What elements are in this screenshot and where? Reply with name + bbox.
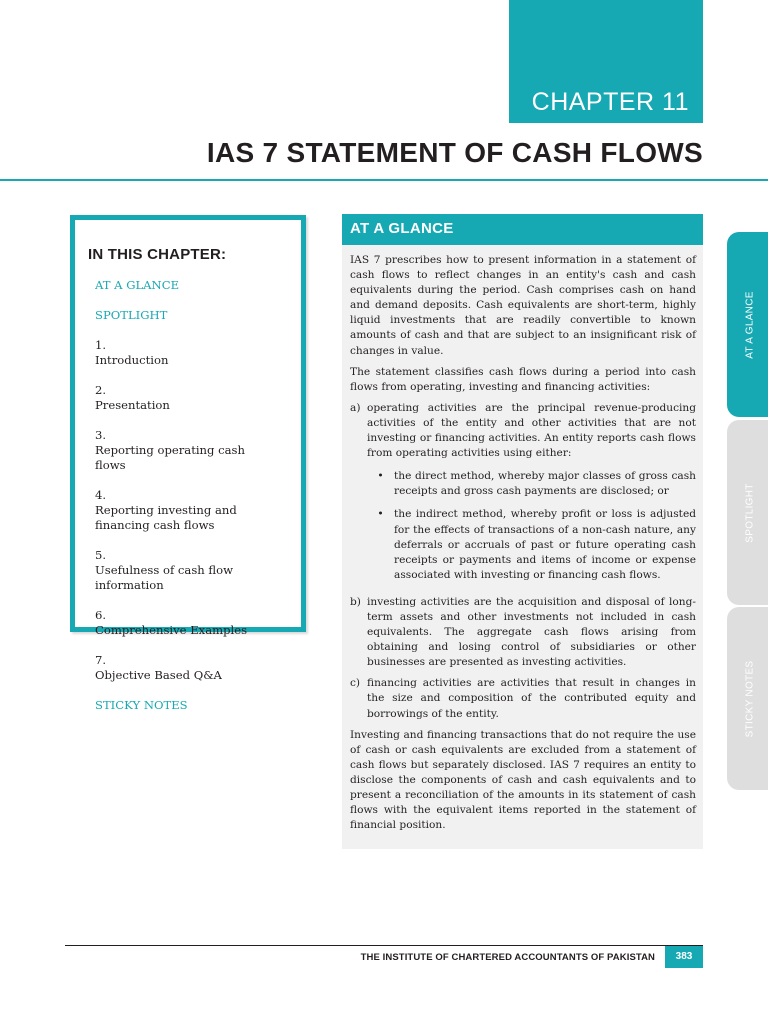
activity-text: investing activities are the acquisition and disposal of long-term assets and other investments not included in cash equivalents. The aggregate cash flows arising from obtaining and losing control of subsidiaries or other businesses are presented as investing activities.	[367, 595, 696, 669]
side-tab-label: STICKY NOTES	[744, 660, 755, 737]
toc-item-label[interactable]: Introduction	[95, 353, 169, 367]
side-tab-at-a-glance[interactable]	[727, 232, 768, 417]
side-tab-spotlight[interactable]	[727, 420, 768, 605]
glance-paragraph: Investing and financing transactions that do not require the use of cash or cash equivalents are excluded from a statement of cash flows but separately disclosed. IAS 7 requires an entity to disclose the components of cash and cash equivalents and to present a reconciliation of the amounts in its statement of cash flows with the equivalent items reported in the statement of financial position.	[350, 728, 696, 832]
at-a-glance-heading: AT A GLANCE	[350, 220, 454, 237]
bullet-item-indirect-method	[367, 507, 696, 582]
toc-link-label[interactable]: SPOTLIGHT	[95, 308, 168, 322]
page-title: IAS 7 STATEMENT OF CASH FLOWS	[206, 137, 703, 168]
chapter-number: CHAPTER 11	[531, 88, 689, 116]
activity-item-financing	[350, 676, 696, 721]
title-divider	[0, 179, 768, 181]
toc-item[interactable]	[95, 608, 291, 638]
in-this-chapter-inner	[75, 220, 301, 712]
activity-letter: a)	[350, 401, 361, 414]
toc-item-number: 6.	[95, 608, 107, 622]
toc-item-at-a-glance[interactable]	[95, 278, 291, 293]
toc-item-label[interactable]: Reporting operating cash flows	[95, 443, 245, 472]
footer-institute: THE INSTITUTE OF CHARTERED ACCOUNTANTS OF PAKISTAN	[360, 952, 655, 963]
toc-item[interactable]	[95, 338, 291, 368]
side-tab-label: SPOTLIGHT	[744, 482, 755, 543]
toc-item[interactable]	[95, 653, 291, 683]
bullet-item-direct-method	[367, 469, 696, 499]
footer-divider	[65, 945, 703, 946]
in-this-chapter-panel	[70, 215, 306, 712]
bullet-text: the indirect method, whereby profit or loss is adjusted for the effects of transactions of a non-cash nature, any deferrals or accruals of past or future operating cash receipts or payments and items of income or expense associated with investing or financing cash flows.	[394, 508, 696, 581]
toc-link-label[interactable]: STICKY NOTES	[95, 698, 188, 712]
activity-letter: c)	[350, 677, 361, 690]
toc-item-number: 4.	[95, 488, 107, 502]
toc-item-sticky-notes[interactable]	[95, 698, 291, 713]
page-number: 383	[665, 946, 703, 968]
activity-item-operating	[350, 401, 696, 589]
toc-heading: IN THIS CHAPTER:	[88, 246, 227, 263]
side-tab-sticky-notes[interactable]	[727, 607, 768, 790]
activity-letter: b)	[350, 595, 361, 608]
toc-item[interactable]	[95, 428, 291, 473]
at-a-glance-header	[342, 214, 703, 245]
toc-item-label[interactable]: Objective Based Q&A	[95, 668, 222, 682]
toc-item-number: 7.	[95, 653, 107, 667]
toc-list	[85, 278, 291, 713]
at-a-glance-body	[342, 245, 703, 849]
chapter-banner	[509, 0, 703, 123]
activity-body	[367, 401, 696, 589]
toc-item-number: 2.	[95, 383, 107, 397]
side-tab-label: AT A GLANCE	[744, 290, 755, 359]
toc-item-label[interactable]: Comprehensive Examples	[95, 623, 248, 637]
toc-item-label[interactable]: Presentation	[95, 398, 170, 412]
activity-text: financing activities are activities that result in changes in the size and composition of the contributed equity and borrowings of the entity.	[367, 677, 696, 720]
toc-item-label[interactable]: Usefulness of cash flow information	[95, 563, 234, 592]
glance-paragraph: The statement classifies cash flows during a period into cash flows from operating, investing and financing activities:	[350, 365, 696, 393]
toc-item[interactable]	[95, 548, 291, 593]
glance-paragraph: IAS 7 prescribes how to present information in a statement of cash flows to reflect changes in an entity's cash and cash equivalents during the period. Cash comprises cash on hand and demand deposits. Cash equivalents are short-term, highly liquid investments that are readily convertible to known amounts of cash and that are subject to an insignificant risk of changes in value.	[350, 254, 696, 357]
toc-item-number: 5.	[95, 548, 107, 562]
toc-item[interactable]	[95, 488, 291, 533]
activity-text: operating activities are the principal revenue-producing activities of the entity and other activities that are not investing or financing activities. An entity reports cash flows from operating activities using either:	[367, 401, 696, 460]
toc-item-label[interactable]: Reporting investing and financing cash flows	[95, 503, 237, 532]
activity-item-investing	[350, 595, 696, 670]
bullet-text: the direct method, whereby major classes of gross cash receipts and gross cash payments are disclosed; or	[394, 470, 696, 498]
toc-item[interactable]	[95, 383, 291, 413]
toc-item-number: 3.	[95, 428, 107, 442]
toc-item-spotlight[interactable]	[95, 308, 291, 323]
bullet-icon: •	[377, 470, 384, 483]
toc-link-label[interactable]: AT A GLANCE	[95, 278, 180, 292]
bullet-icon: •	[377, 508, 384, 521]
toc-item-number: 1.	[95, 338, 107, 352]
